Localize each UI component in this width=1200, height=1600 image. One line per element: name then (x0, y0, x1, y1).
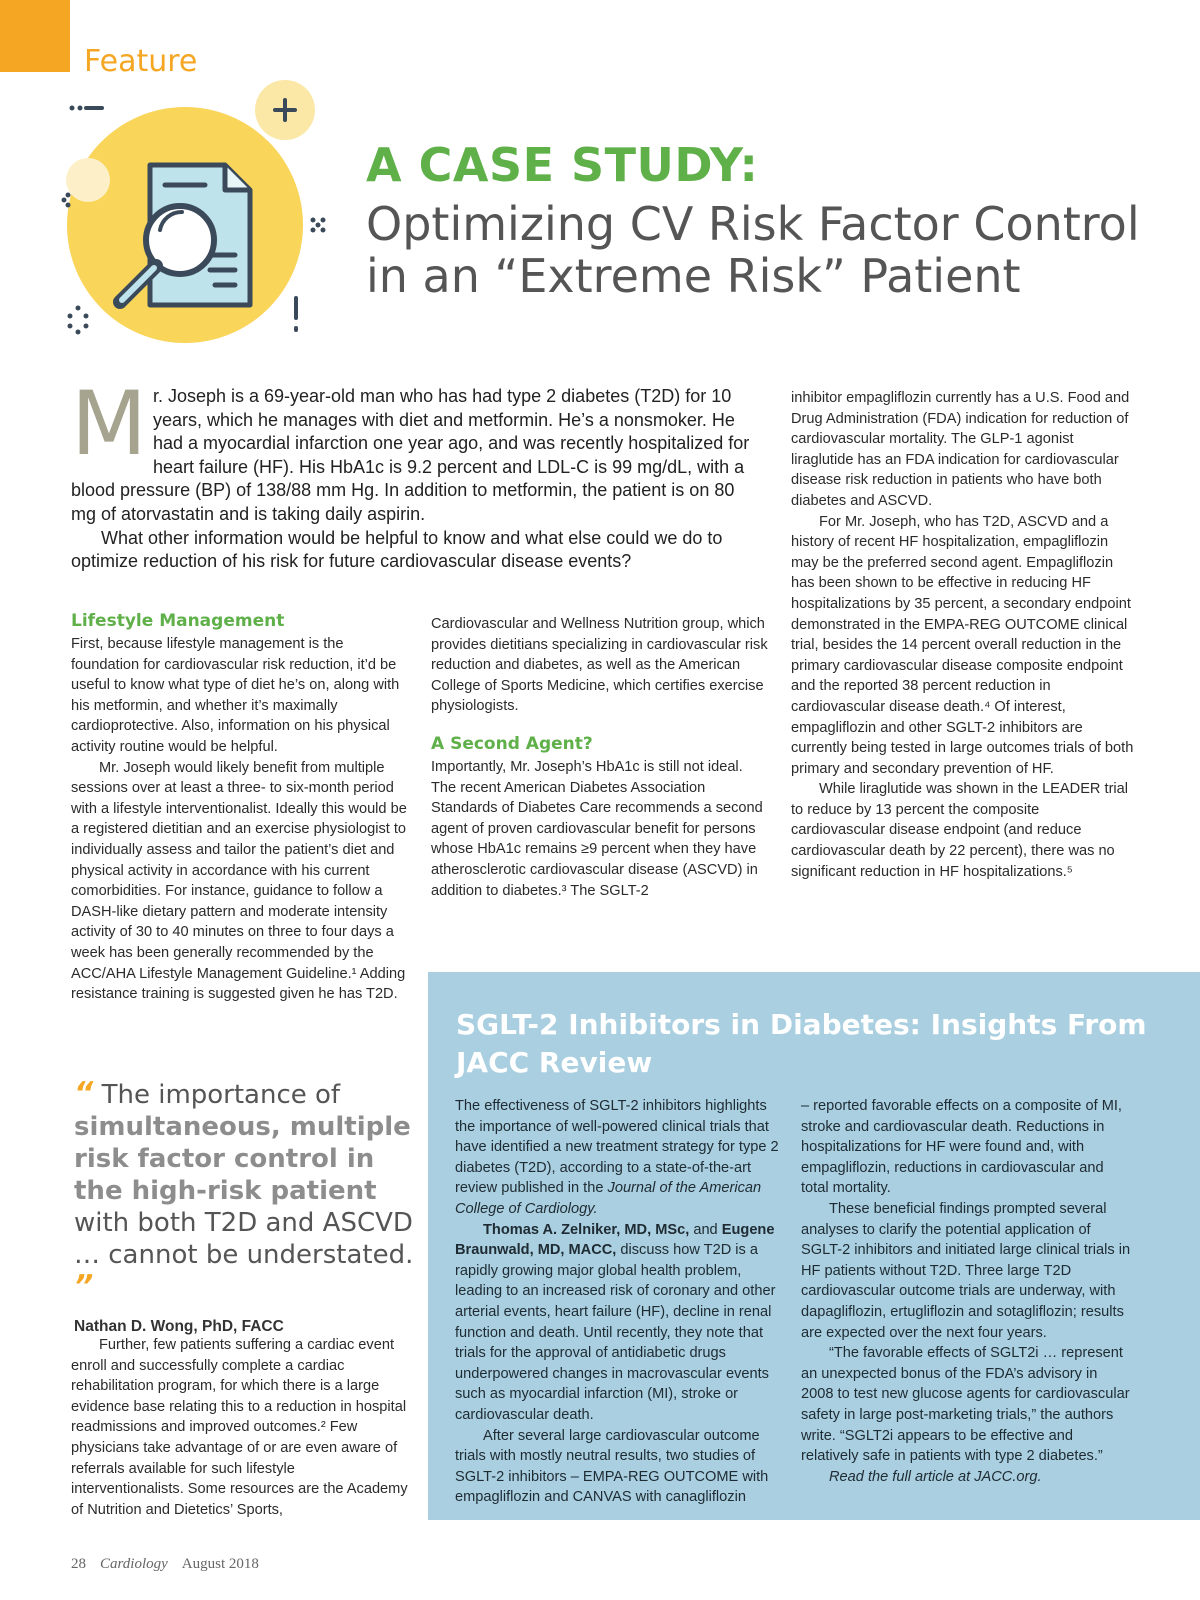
footer-date: August 2018 (181, 1556, 259, 1572)
section-label: Feature (84, 44, 198, 79)
pull-quote-author: Nathan D. Wong, PhD, FACC (74, 1318, 284, 1335)
pull-quote-lead: The importance of (101, 1080, 341, 1110)
sidebar-c2-p3: “The favorable effects of SGLT2i … represent an unexpected bonus of the FDA’s advisory in 2008 to test new glucose agents for cardiovascular safety in large post-marketing trials,” the authors write. “SGLT2i appears to be effective and relatively safe in patients with type 2 diabetes.” (801, 1345, 1130, 1465)
col2-p2: Importantly, Mr. Joseph’s HbA1c is still not ideal. The recent American Diabetes Association Standards of Diabetes Care recommends a second agent of proven cardiovascular benefit for persons whose HbA1c remains ≥9 percent when they have atherosclerotic cardiovascular disease (ASCVD) in addition to diabetes.³ The SGLT-2 (431, 758, 763, 899)
sidebar-c1-p2 (455, 1220, 785, 1426)
page-footer (71, 1556, 259, 1573)
sidebar-c1-p1 (455, 1096, 785, 1220)
col3-p1: inhibitor empagliflozin currently has a U.S. Food and Drug Administration (FDA) indication for reduction of cardiovascular mortality. The GLP-1 agonist liraglutide has an FDA indication for cardiovascular disease risk reduction in patients who have both diabetes and ASCVD. (791, 390, 1130, 509)
sidebar-c1-p1-text: The effectiveness of SGLT-2 inhibitors highlights the importance of well-powered clinical trials that have identified a new treatment strategy for type 2 diabetes (T2D), according to a state-of-the-art review published in the (455, 1098, 779, 1197)
pull-quote (74, 1078, 414, 1336)
col1b-p1: Further, few patients suffering a cardiac event enroll and successfully complete a cardiac rehabilitation program, for which there is a large evidence base relating this to a reduction in hospital readmissions and improved outcomes.² Few physicians take advantage of or are even aware of referrals available for such lifestyle interventionalists. Some resources are the Academy of Nutrition and Dietetics’ Sports, (71, 1337, 408, 1518)
title-sub (366, 199, 1166, 302)
column-1-continued (71, 1335, 411, 1520)
read-more-text: Read the full article at JACC.org. (829, 1468, 1042, 1485)
journal-name: Journal of the American College of Cardiology. (455, 1180, 762, 1217)
drop-cap: M (71, 372, 147, 475)
pull-quote-emphasis: simultaneous, multiple risk factor control in the high-risk patient (74, 1112, 411, 1206)
pull-quote-text (74, 1078, 414, 1304)
col3-p2: For Mr. Joseph, who has T2D, ASCVD and a history of recent HF hospitalization, empagliflozin may be the preferred second agent. Empagliflozin has been shown to be effective in reducing HF hospitalizations by 35 percent, a secondary endpoint demonstrated in the EMPA-REG OUTCOME clinical trial, besides the 14 percent overall reduction in the primary cardiovascular disease composite endpoint and the reported 38 percent reduction in cardiovascular disease death.⁴ Of interest, empagliflozin and other SGLT-2 inhibitors are currently being tested in large outcomes trials of both primary and secondary prevention of HF. (791, 513, 1134, 777)
article-title (366, 138, 1166, 302)
sidebar-c2-p2: These beneficial findings prompted several analyses to clarify the potential application of SGLT-2 inhibitors and initiated large clinical trials in HF patients without T2D. Three large T2D cardiovascular outcome trials are underway, with dapagliflozin, ertugliflozin and sotagliflozin; results are expected over the next four years. (801, 1200, 1131, 1341)
col1-p1: First, because lifestyle management is the foundation for cardiovascular risk reduction, it’d be useful to know what type of diet he’s on, along with his metformin, and whether it’s maximally cardioprotective. Also, information on his physical activity routine would be helpful. (71, 636, 400, 755)
title-main: A CASE STUDY: (366, 138, 759, 192)
lead-paragraph (71, 372, 751, 574)
col1-p2: Mr. Joseph would likely benefit from multiple sessions over at least a three- to six-month period with a lifestyle interventionalist. Ideally this would be a registered dietitian and an exercise physiologist to individually assess and tailor the patient’s diet and physical activity in accordance with his current comorbidities. For instance, guidance to follow a DASH-like dietary pattern and moderate intensity activity of 30 to 40 minutes on three to four days a week has been generally recommended by the ACC/AHA Lifestyle Management Guideline.¹ Adding resistance training is suggested given he has T2D. (71, 759, 407, 1003)
author-1: Thomas A. Zelniker, MD, MSc, (483, 1221, 690, 1238)
lead-p1: r. Joseph is a 69-year-old man who has had type 2 diabetes (T2D) for 10 years, which he manages with diet and metformin. He’s a nonsmoker. He had a myocardial infarction one year ago, and was recently hospitalized for heart failure (HF). His HbA1c is 9.2 percent and LDL-C is 99 mg/dL, with a blood pressure (BP) of 138/88 mm Hg. In addition to metformin, the patient is on 80 mg of atorvastatin and is taking daily aspirin. (71, 386, 750, 524)
heading-second-agent: A Second Agent? (431, 733, 593, 754)
author-and: and (693, 1221, 718, 1238)
heading-lifestyle: Lifestyle Management (71, 611, 285, 631)
document-magnifier-icon (50, 80, 340, 350)
author-2: Eugene Braunwald, MD, MACC, (455, 1221, 775, 1259)
corner-tab (0, 0, 70, 72)
sidebar-title: SGLT-2 Inhibitors in Diabetes: Insights From JACC Review (456, 1008, 1147, 1079)
sidebar-column-2 (801, 1096, 1131, 1487)
title-line-1: Optimizing CV Risk Factor Control (366, 197, 1140, 252)
sidebar-c2-p1: – reported favorable effects on a composite of MI, stroke and cardiovascular death. Reductions in hospitalizations for HF were found and, with empagliflozin, reductions in cardiovascular and total mortality. (801, 1098, 1122, 1197)
column-3 (791, 388, 1136, 882)
sidebar-c1-p3: After several large cardiovascular outcome trials with mostly neutral results, two studies of SGLT-2 inhibitors – EMPA-REG OUTCOME with empagliflozin and CANVAS with canagliflozin (455, 1427, 769, 1506)
col2-p1: Cardiovascular and Wellness Nutrition group, which provides dietitians specializing in cardiovascular risk reduction and diabetes, as well as the American College of Sports Medicine, which certifies exercise physiologists. (431, 616, 768, 715)
page-number: 28 (71, 1556, 86, 1572)
sidebar-box (428, 972, 1200, 1520)
column-1 (71, 610, 411, 1005)
sidebar-read-more (801, 1467, 1131, 1488)
lead-p2: What other information would be helpful to know and what else could we do to optimize reduction of his risk for future cardiovascular disease events? (71, 527, 723, 572)
title-line-2: in an “Extreme Risk” Patient (366, 248, 1021, 303)
close-quote-mark: ” (74, 1269, 94, 1304)
sidebar-c1-p2-text: discuss how T2D is a rapidly growing major global health problem, leading to an increased risk of coronary and other arterial events, heart failure (HF), decline in renal function and death. Until recently, they note that trials for the approval of antidiabetic drugs underpowered changes in macrovascular events such as myocardial infarction (MI), stroke or cardiovascular death. (455, 1242, 776, 1423)
sidebar-column-1 (455, 1096, 785, 1508)
footer-journal: Cardiology (100, 1556, 168, 1572)
column-2 (431, 614, 771, 901)
col3-p3: While liraglutide was shown in the LEADER trial to reduce by 13 percent the composite cardiovascular disease endpoint (and reduce cardiovascular death by 22 percent), there was no significant reduction in HF hospitalizations.⁵ (791, 781, 1129, 880)
pull-quote-tail: with both T2D and ASCVD … cannot be understated. (74, 1208, 414, 1270)
open-quote-mark: “ (74, 1076, 94, 1111)
